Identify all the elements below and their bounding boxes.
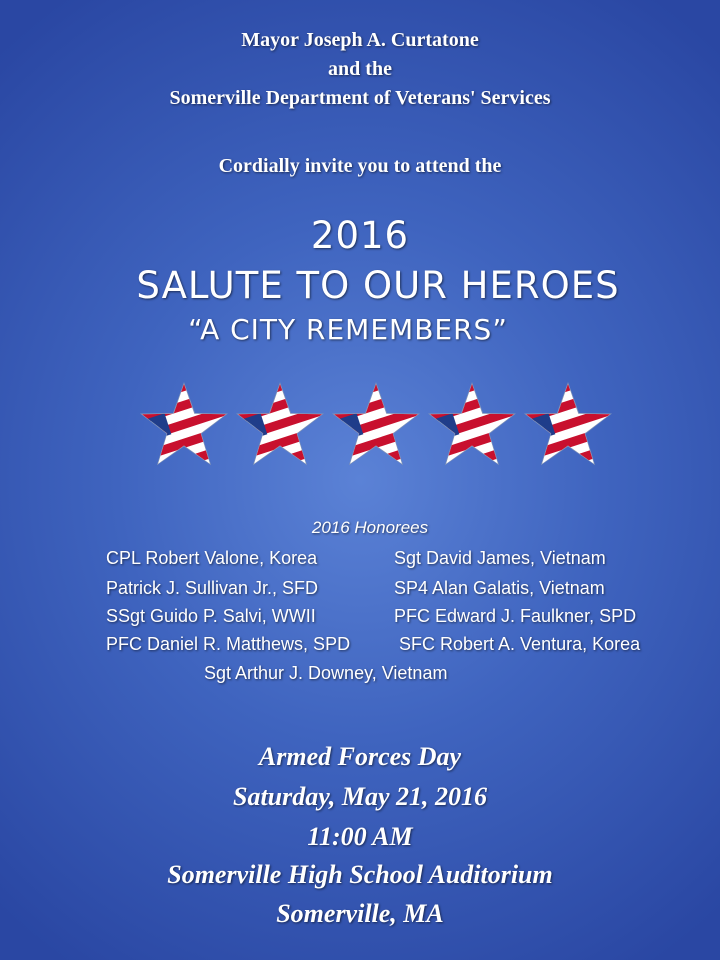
invitation-line: Cordially invite you to attend the <box>218 155 502 177</box>
event-venue: Somerville High School Auditorium <box>167 860 553 889</box>
host-block <box>0 26 720 113</box>
host-department: Somerville Department of Veterans' Services <box>169 87 551 109</box>
honoree-left-3: SSgt Guido P. Salvi, WWII <box>106 606 316 626</box>
honoree-left-4: PFC Daniel R. Matthews, SPD <box>106 634 351 654</box>
flag-star-icon-2 <box>200 380 364 472</box>
honoree-right-1: Sgt David James, Vietnam <box>394 548 606 568</box>
host-conjunction: and the <box>328 58 392 80</box>
event-time: 11:00 AM <box>307 822 413 851</box>
title-subtitle: “A CITY REMEMBERS” <box>188 313 508 346</box>
honoree-right-3: PFC Edward J. Faulkner, SPD <box>394 606 637 626</box>
stars-row <box>140 380 620 472</box>
honoree-right-2: SP4 Alan Galatis, Vietnam <box>394 578 605 598</box>
title-main: SALUTE TO OUR HEROES <box>136 264 620 307</box>
flag-star-icon-3 <box>296 380 460 472</box>
flag-star-icon-1 <box>140 380 268 472</box>
honorees-heading: 2016 Honorees <box>311 518 429 537</box>
honoree-last: Sgt Arthur J. Downey, Vietnam <box>204 663 448 683</box>
title-year: 2016 <box>310 214 410 257</box>
honoree-left-2: Patrick J. Sullivan Jr., SFD <box>106 578 319 598</box>
flag-star-icon-4 <box>392 380 556 472</box>
host-mayor: Mayor Joseph A. Curtatone <box>241 29 479 51</box>
event-date: Saturday, May 21, 2016 <box>233 782 487 811</box>
honoree-left-1: CPL Robert Valone, Korea <box>106 548 318 568</box>
event-city: Somerville, MA <box>276 899 444 928</box>
honoree-right-4: SFC Robert A. Ventura, Korea <box>399 634 641 654</box>
event-name: Armed Forces Day <box>258 742 462 771</box>
flag-star-icon-5 <box>488 380 620 472</box>
